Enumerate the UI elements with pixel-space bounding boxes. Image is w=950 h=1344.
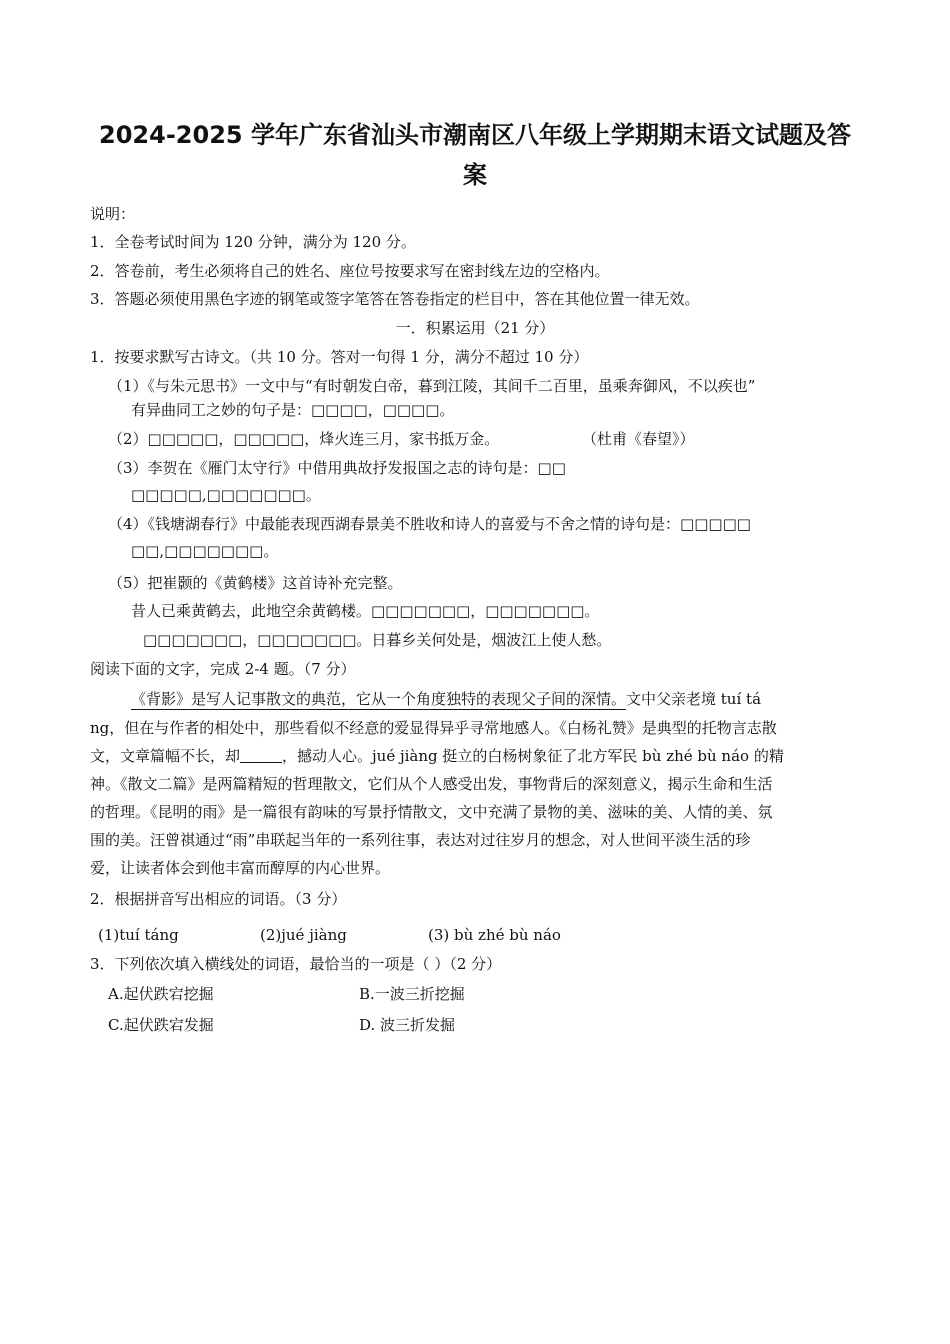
instruction-item: 2．答卷前，考生必须将自己的姓名、座位号按要求写在密封线左边的空格内。: [90, 262, 610, 280]
passage-text: 文，文章篇幅不长，却: [90, 747, 241, 765]
reading-intro: 阅读下面的文字，完成 2-4 题。（7 分）: [90, 660, 356, 678]
page-title-line1: 2024-2025 学年广东省汕头市潮南区八年级上学期期末语文试题及答: [99, 121, 851, 149]
question-1-part-1: （1）《与朱元思书》一文中与“有时朝发白帝，暮到江陵，其间千二百里，虽乘奔御风，不以疾也”: [108, 377, 756, 395]
underlined-sentence: 《背影》是写人记事散文的典范，它从一个角度独特的表现父子间的深情。: [131, 690, 627, 708]
question-1-part-2: （2）□□□□□，□□□□□，烽火连三月，家书抵万金。: [108, 430, 500, 448]
question-1-part-5-poem: □□□□□□□，□□□□□□□。日暮乡关何处是，烟波江上使人愁。: [143, 631, 612, 649]
option-d: D. 波三折发掘: [359, 1016, 456, 1034]
option-b: B.一波三折挖掘: [359, 985, 465, 1003]
passage-text: 文中父亲老境 tuí tá: [626, 690, 762, 708]
reading-passage-line: 的哲理。《昆明的雨》是一篇很有韵味的写景抒情散文，文中充满了景物的美、滋味的美、人情的美、氛: [90, 803, 773, 821]
section-heading: 一．积累运用（21 分）: [395, 319, 555, 337]
option-c: C.起伏跌宕发掘: [108, 1016, 214, 1034]
instruction-item: 3．答题必须使用黑色字迹的钢笔或签字笔答在答卷指定的栏目中，答在其他位置一律无效。: [90, 290, 700, 308]
reading-passage-line: 神。《散文二篇》是两篇精短的哲理散文，它们从个人感受出发，事物背后的深刻意义，揭示生命和生活: [90, 775, 773, 793]
instruction-item: 1．全卷考试时间为 120 分钟，满分为 120 分。: [90, 233, 416, 251]
reading-passage-line: 围的美。汪曾祺通过“雨”串联起当年的一系列往事，表达对过往岁月的想念，对人世间平淡生活的珍: [90, 831, 751, 849]
fill-in-blank: [240, 747, 282, 763]
question-1-stem: 1．按要求默写古诗文。（共 10 分。答对一句得 1 分，满分不超过 10 分）: [90, 348, 589, 366]
reading-passage-line: 爱，让读者体会到他丰富而醇厚的内心世界。: [90, 859, 391, 877]
question-1-part-3-cont: □□□□□,□□□□□□□。: [131, 486, 321, 504]
pinyin-item-3: (3) bù zhé bù náo: [428, 926, 561, 944]
reading-passage-line: ng，但在与作者的相处中，那些看似不经意的爱显得异乎寻常地感人。《白杨礼赞》是典型的托物言志散: [90, 719, 777, 737]
question-1-part-5-poem: 昔人已乘黄鹤去，此地空余黄鹤楼。□□□□□□□，□□□□□□□。: [131, 602, 600, 620]
question-2-stem: 2．根据拼音写出相应的词语。（3 分）: [90, 890, 347, 908]
question-1-part-1-cont: 有异曲同工之妙的句子是：□□□□，□□□□。: [131, 401, 455, 419]
passage-text: ，撼动人心。jué jiàng 挺立的白杨树象征了北方军民 bù zhé bù náo 的精: [282, 747, 784, 765]
reading-passage-line: [131, 689, 761, 709]
question-1-part-3: （3）李贺在《雁门太守行》中借用典故抒发报国之志的诗句是：□□: [108, 459, 566, 477]
question-1-part-4: （4）《钱塘湖春行》中最能表现西湖春景美不胜收和诗人的喜爱与不舍之情的诗句是：□□□□□: [108, 515, 751, 533]
question-1-part-5: （5）把崔颢的《黄鹤楼》这首诗补充完整。: [108, 574, 403, 592]
question-1-part-2-source: （杜甫《春望》）: [582, 430, 695, 448]
reading-passage-line: [90, 746, 784, 766]
question-1-part-4-cont: □□,□□□□□□□。: [131, 542, 279, 560]
question-3-stem: 3．下列依次填入横线处的词语，最恰当的一项是（ ）（2 分）: [90, 955, 502, 973]
pinyin-item-1: (1)tuí táng: [98, 926, 179, 944]
option-a: A.起伏跌宕挖掘: [108, 985, 214, 1003]
instructions-heading: 说明：: [90, 205, 136, 223]
page-title-line2: 案: [463, 161, 487, 189]
pinyin-item-2: (2)jué jiàng: [260, 926, 347, 944]
